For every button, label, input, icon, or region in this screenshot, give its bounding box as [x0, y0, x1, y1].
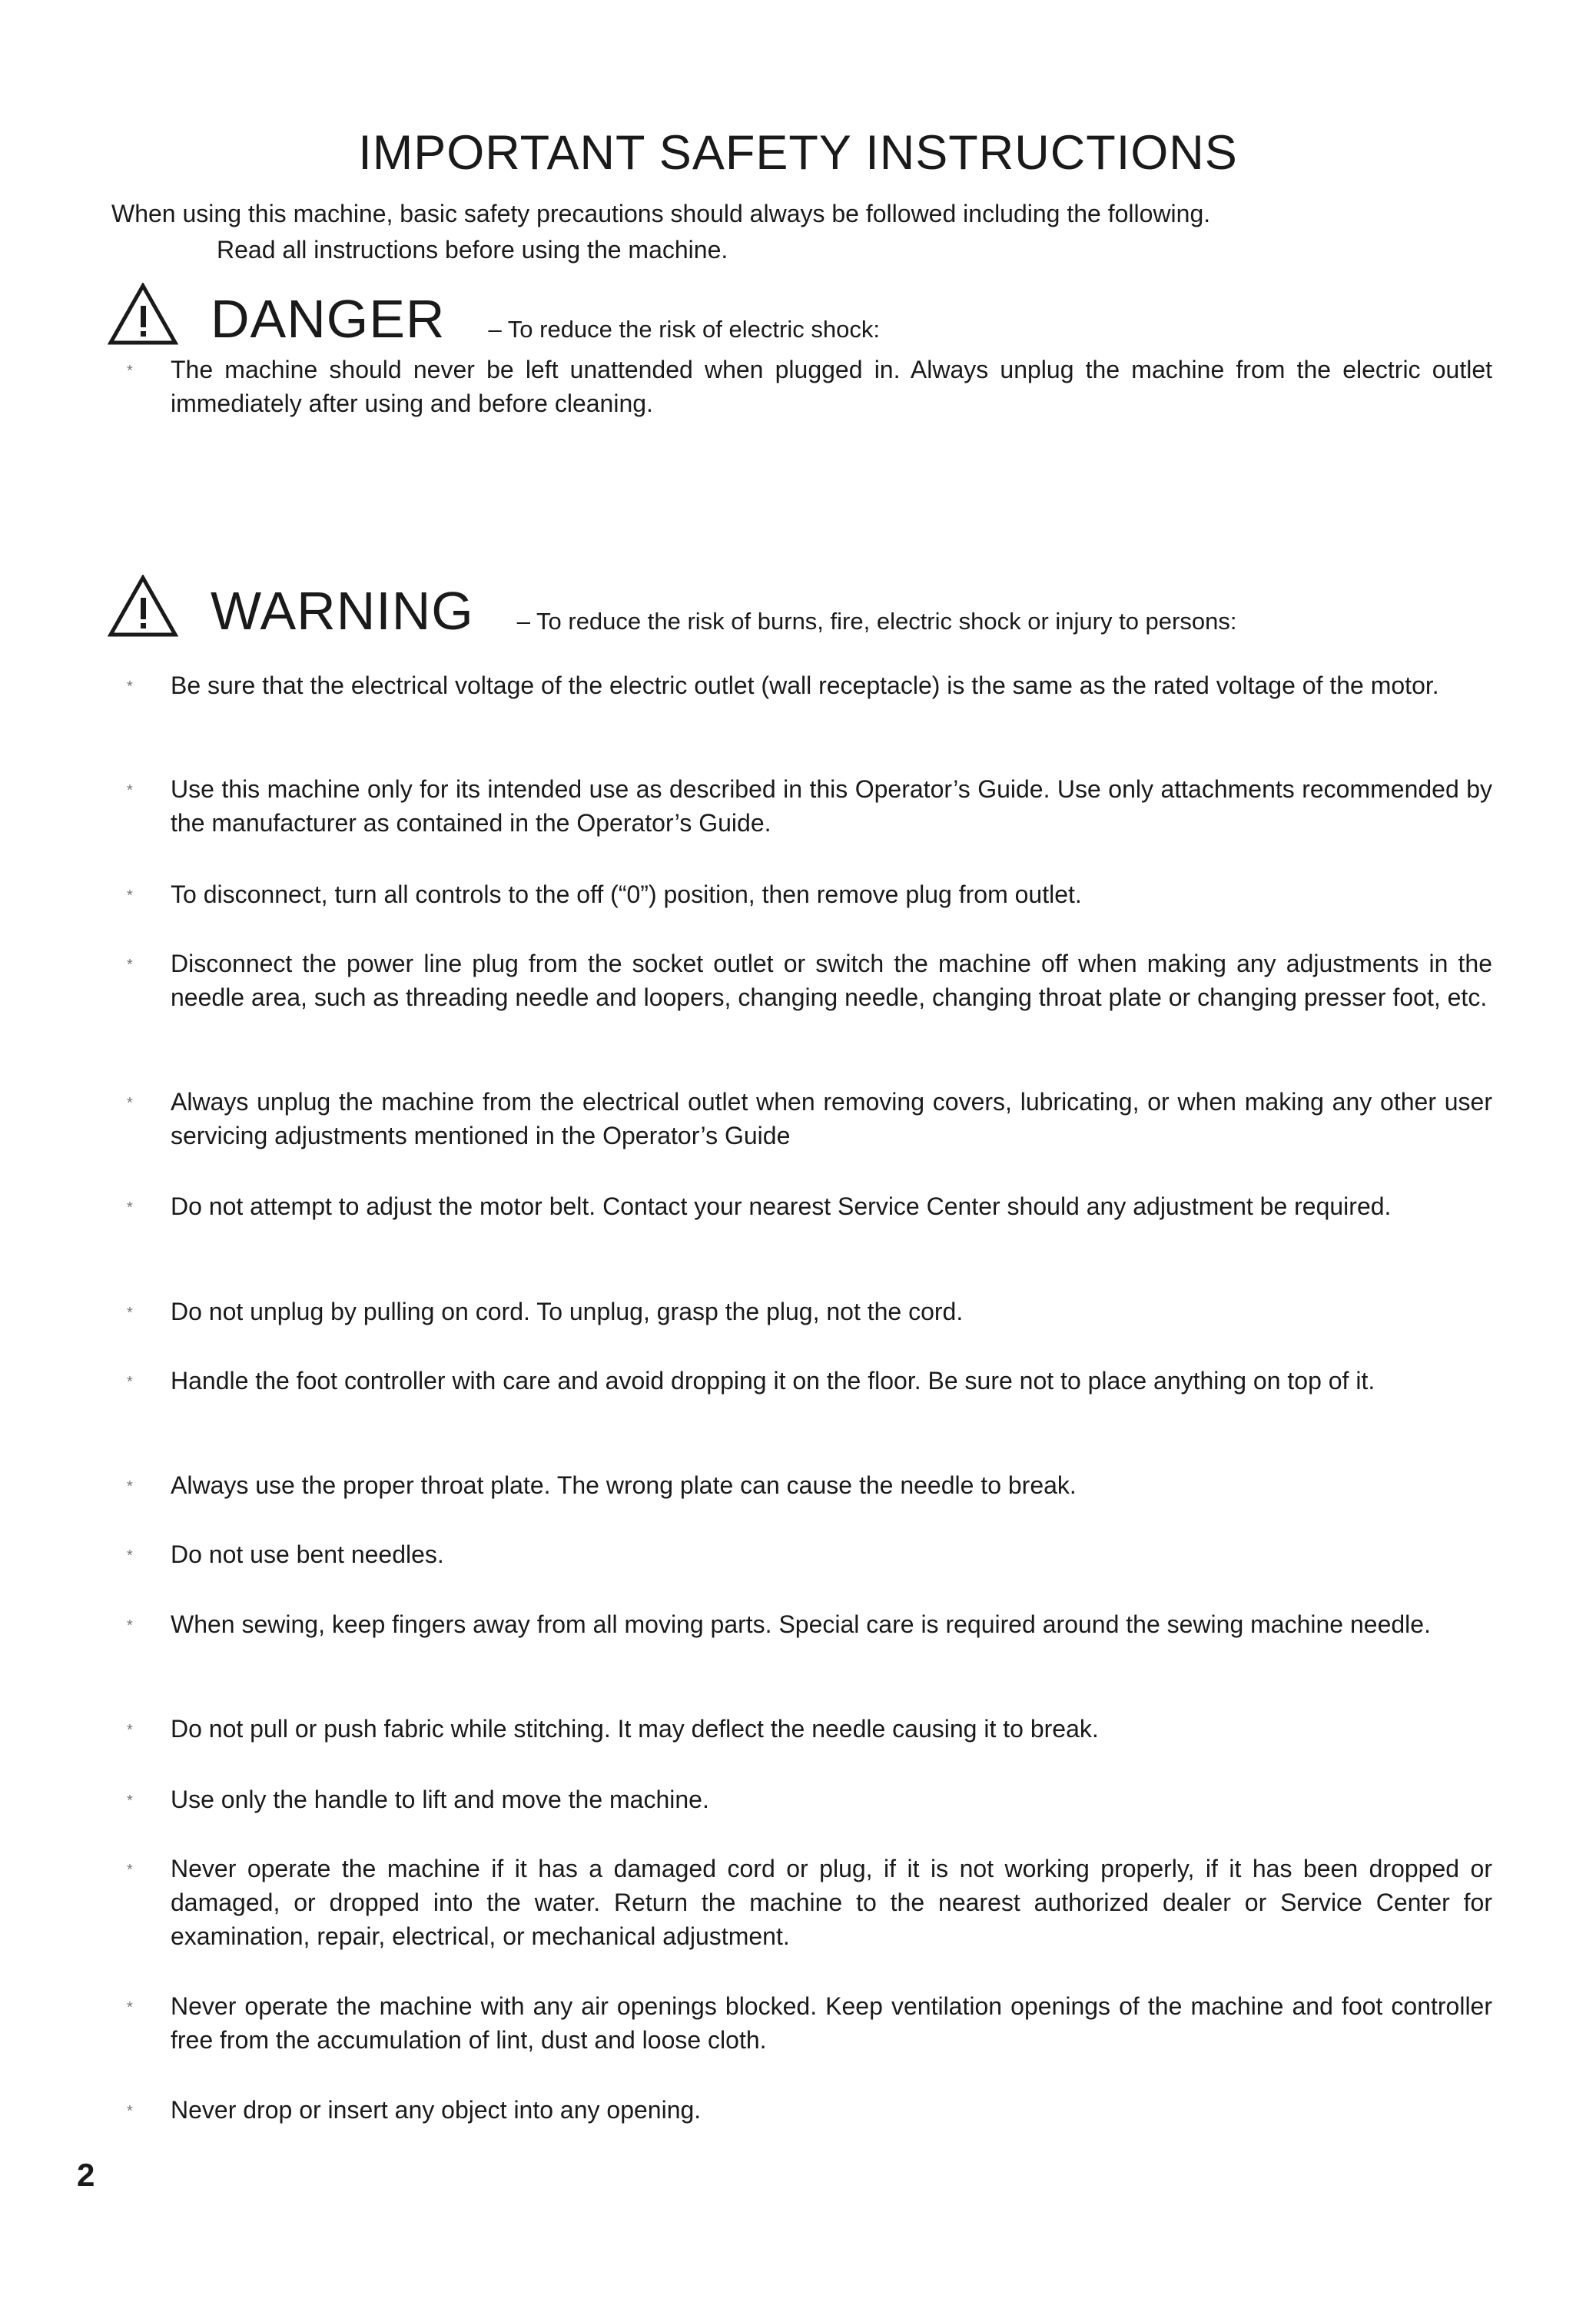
- warning-item: * When sewing, keep fingers away from all moving parts. Special care is required around the sewing machine needle.: [132, 1607, 1492, 1641]
- warning-item: * Always unplug the machine from the electrical outlet when removing covers, lubricating, or when making any other user servicing adjustments mentioned in the Operator’s Guide: [127, 1088, 1492, 1149]
- warning-item: * Disconnect the power line plug from the socket outlet or switch the machine off when making any adjustments in the needle area, such as threading needle and loopers, changing needle, changing throat plate or changing presser foot, etc.: [127, 950, 1492, 1011]
- page-title: IMPORTANT SAFETY INSTRUCTIONS: [358, 126, 1238, 180]
- warning-item: * Do not attempt to adjust the motor belt. Contact your nearest Service Center should any adjustment be required.: [132, 1189, 1492, 1223]
- warning-item: * Handle the foot controller with care and avoid dropping it on the floor. Be sure not to place anything on top of it.: [132, 1364, 1492, 1398]
- bullet-icon: *: [127, 1999, 133, 2016]
- warning-item: * Be sure that the electrical voltage of the electric outlet (wall receptacle) is the same as the rated voltage of the motor.: [132, 668, 1492, 702]
- warning-item: * Always use the proper throat plate. The wrong plate can cause the needle to break.: [132, 1468, 1492, 1502]
- warning-item: * Do not unplug by pulling on cord. To unplug, grasp the plug, not the cord.: [132, 1295, 1492, 1328]
- intro-line-1: When using this machine, basic safety precautions should always be followed including the following.: [111, 200, 1211, 227]
- warning-description: – To reduce the risk of burns, fire, electric shock or injury to persons:: [516, 608, 1237, 635]
- danger-item: * The machine should never be left unattended when plugged in. Always unplug the machine from the electric outlet immediately after using and before cleaning.: [127, 356, 1492, 417]
- warning-item: * Use only the handle to lift and move the machine.: [132, 1783, 1492, 1816]
- bullet-icon: *: [127, 1547, 133, 1564]
- bullet-icon: *: [127, 1478, 133, 1495]
- warning-item: * Never operate the machine with any air openings blocked. Keep ventilation openings of the machine and foot controller free from the accumulation of lint, dust and loose cloth.: [127, 1992, 1492, 2054]
- warning-triangle-icon: [108, 283, 178, 346]
- bullet-icon: *: [127, 782, 133, 799]
- bullet-icon: *: [127, 363, 133, 380]
- bullet-icon: *: [127, 957, 133, 973]
- warning-item: * Do not use bent needles.: [132, 1537, 1492, 1571]
- warning-label: WARNING: [211, 581, 474, 641]
- warning-item: * Do not pull or push fabric while stitching. It may deflect the needle causing it to break.: [132, 1712, 1492, 1746]
- warning-item: * To disconnect, turn all controls to the off (“0”) position, then remove plug from outlet.: [132, 877, 1492, 911]
- page-number: 2: [77, 2157, 95, 2193]
- danger-description: – To reduce the risk of electric shock:: [488, 316, 880, 343]
- warning-item: * Never operate the machine if it has a damaged cord or plug, if it is not working properly, if it has been dropped or damaged, or dropped into the water. Return the machine to the nearest authorized dealer or Service Center for examination, repair, electrical, or mechanical adjustment.: [127, 1855, 1492, 1950]
- bullet-icon: *: [127, 887, 133, 904]
- bullet-icon: *: [127, 1095, 133, 1112]
- warning-heading: [108, 569, 1237, 641]
- danger-label: DANGER: [211, 289, 446, 349]
- bullet-icon: *: [127, 1374, 133, 1391]
- bullet-icon: *: [127, 1722, 133, 1739]
- bullet-icon: *: [127, 678, 133, 695]
- warning-item: * Use this machine only for its intended use as described in this Operator’s Guide. Use only attachments recommended by the manufacturer as contained in the Operator’s Guide.: [127, 775, 1492, 837]
- bullet-icon: *: [127, 1793, 133, 1809]
- bullet-icon: *: [127, 1617, 133, 1634]
- bullet-icon: *: [127, 1862, 133, 1879]
- bullet-icon: *: [127, 2103, 133, 2120]
- intro-line-2: Read all instructions before using the machine.: [217, 236, 728, 264]
- danger-heading: [108, 277, 880, 349]
- warning-item: * Never drop or insert any object into any opening.: [132, 2093, 1492, 2127]
- warning-triangle-icon: [108, 575, 178, 638]
- bullet-icon: *: [127, 1305, 133, 1322]
- bullet-icon: *: [127, 1199, 133, 1216]
